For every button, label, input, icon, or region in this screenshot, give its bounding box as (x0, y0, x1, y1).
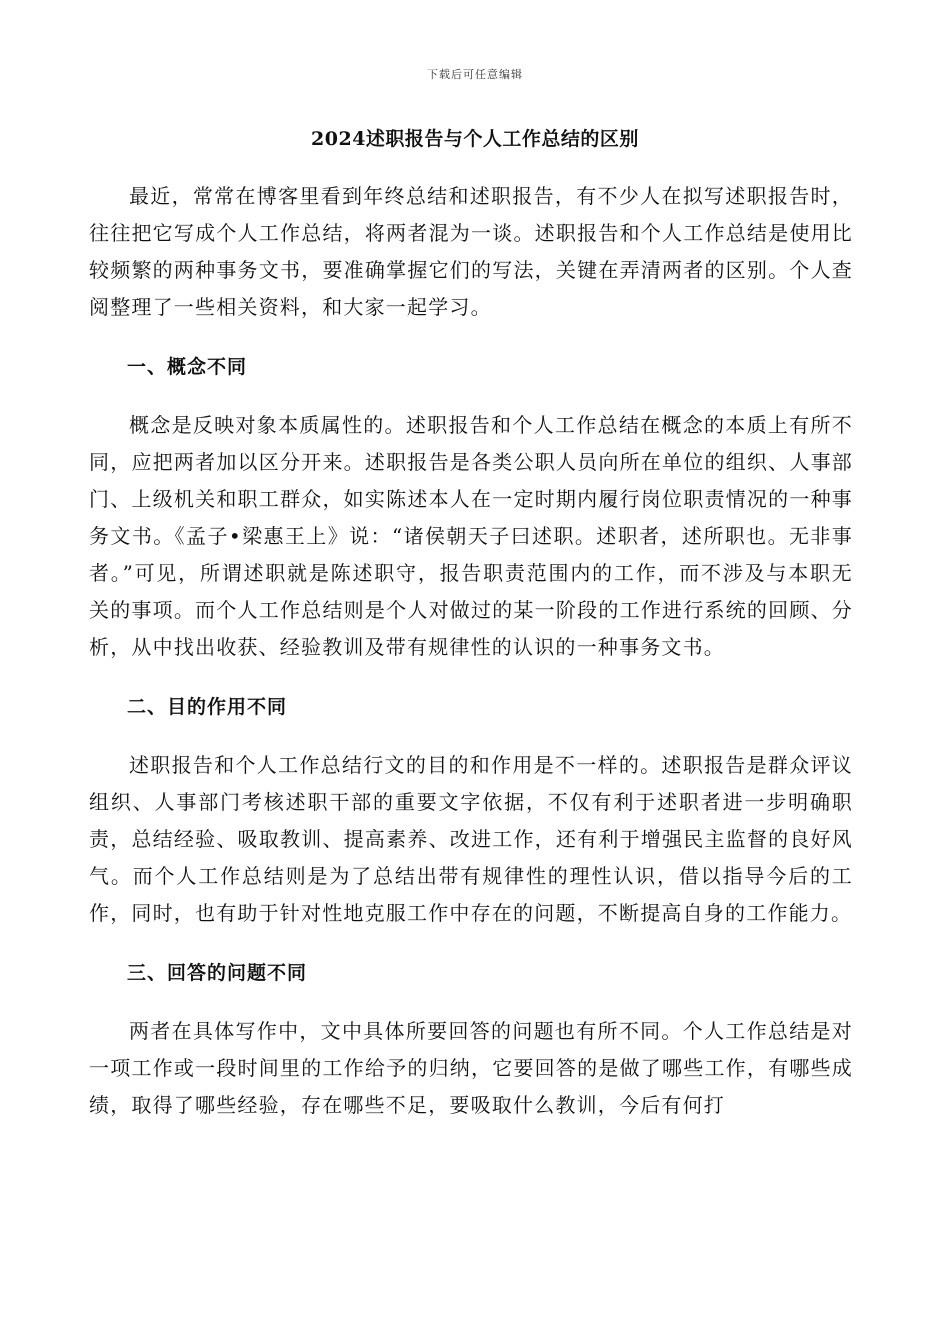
section-heading-concept: 一、概念不同 (127, 356, 248, 378)
document-body (89, 178, 853, 1124)
header-note: 下载后可任意编辑 (427, 68, 523, 81)
section-heading-questions: 三、回答的问题不同 (127, 962, 308, 984)
document-title: 2024述职报告与个人工作总结的区别 (311, 128, 639, 150)
section-heading-purpose: 二、目的作用不同 (127, 696, 288, 718)
section-paragraph-concept: 概念是反映对象本质属性的。述职报告和个人工作总结在概念的本质上有所不同，应把两者加以区分开来。述职报告是各类公职人员向所在单位的组织、人事部门、上级机关和职工群众，如实陈述本人在一定时期内履行岗位职责情况的一种事务文书。《孟子•梁惠王上》说：“诸侯朝天子曰述职。述职者，述所职也。无非事者。”可见，所谓述职就是陈述职守，报告职责范围内的工作，而不涉及与本职无关的事项。而个人工作总结则是个人对做过的某一阶段的工作进行系统的回顾、分析，从中找出收获、经验教训及带有规律性的认识的一种事务文书。 (89, 413, 853, 659)
section-paragraph-purpose: 述职报告和个人工作总结行文的目的和作用是不一样的。述职报告是群众评议组织、人事部门考核述职干部的重要文字依据，不仅有利于述职者进一步明确职责，总结经验、吸取教训、提高素养、改进工作，还有利于增强民主监督的良好风气。而个人工作总结则是为了总结出带有规律性的理性认识，借以指导今后的工作，同时，也有助于针对性地克服工作中存在的问题，不断提高自身的工作能力。 (89, 753, 853, 925)
section-paragraph-questions: 两者在具体写作中，文中具体所要回答的问题也有所不同。个人工作总结是对一项工作或一段时间里的工作给予的归纳，它要回答的是做了哪些工作，有哪些成绩，取得了哪些经验，存在哪些不足，要吸取什么教训，今后有何打 (89, 1019, 853, 1117)
intro-paragraph: 最近，常常在博客里看到年终总结和述职报告，有不少人在拟写述职报告时，往往把它写成个人工作总结，将两者混为一谈。述职报告和个人工作总结是使用比较频繁的两种事务文书，要准确掌握它们的写法，关键在弄清两者的区别。个人查阅整理了一些相关资料，和大家一起学习。 (89, 184, 853, 319)
